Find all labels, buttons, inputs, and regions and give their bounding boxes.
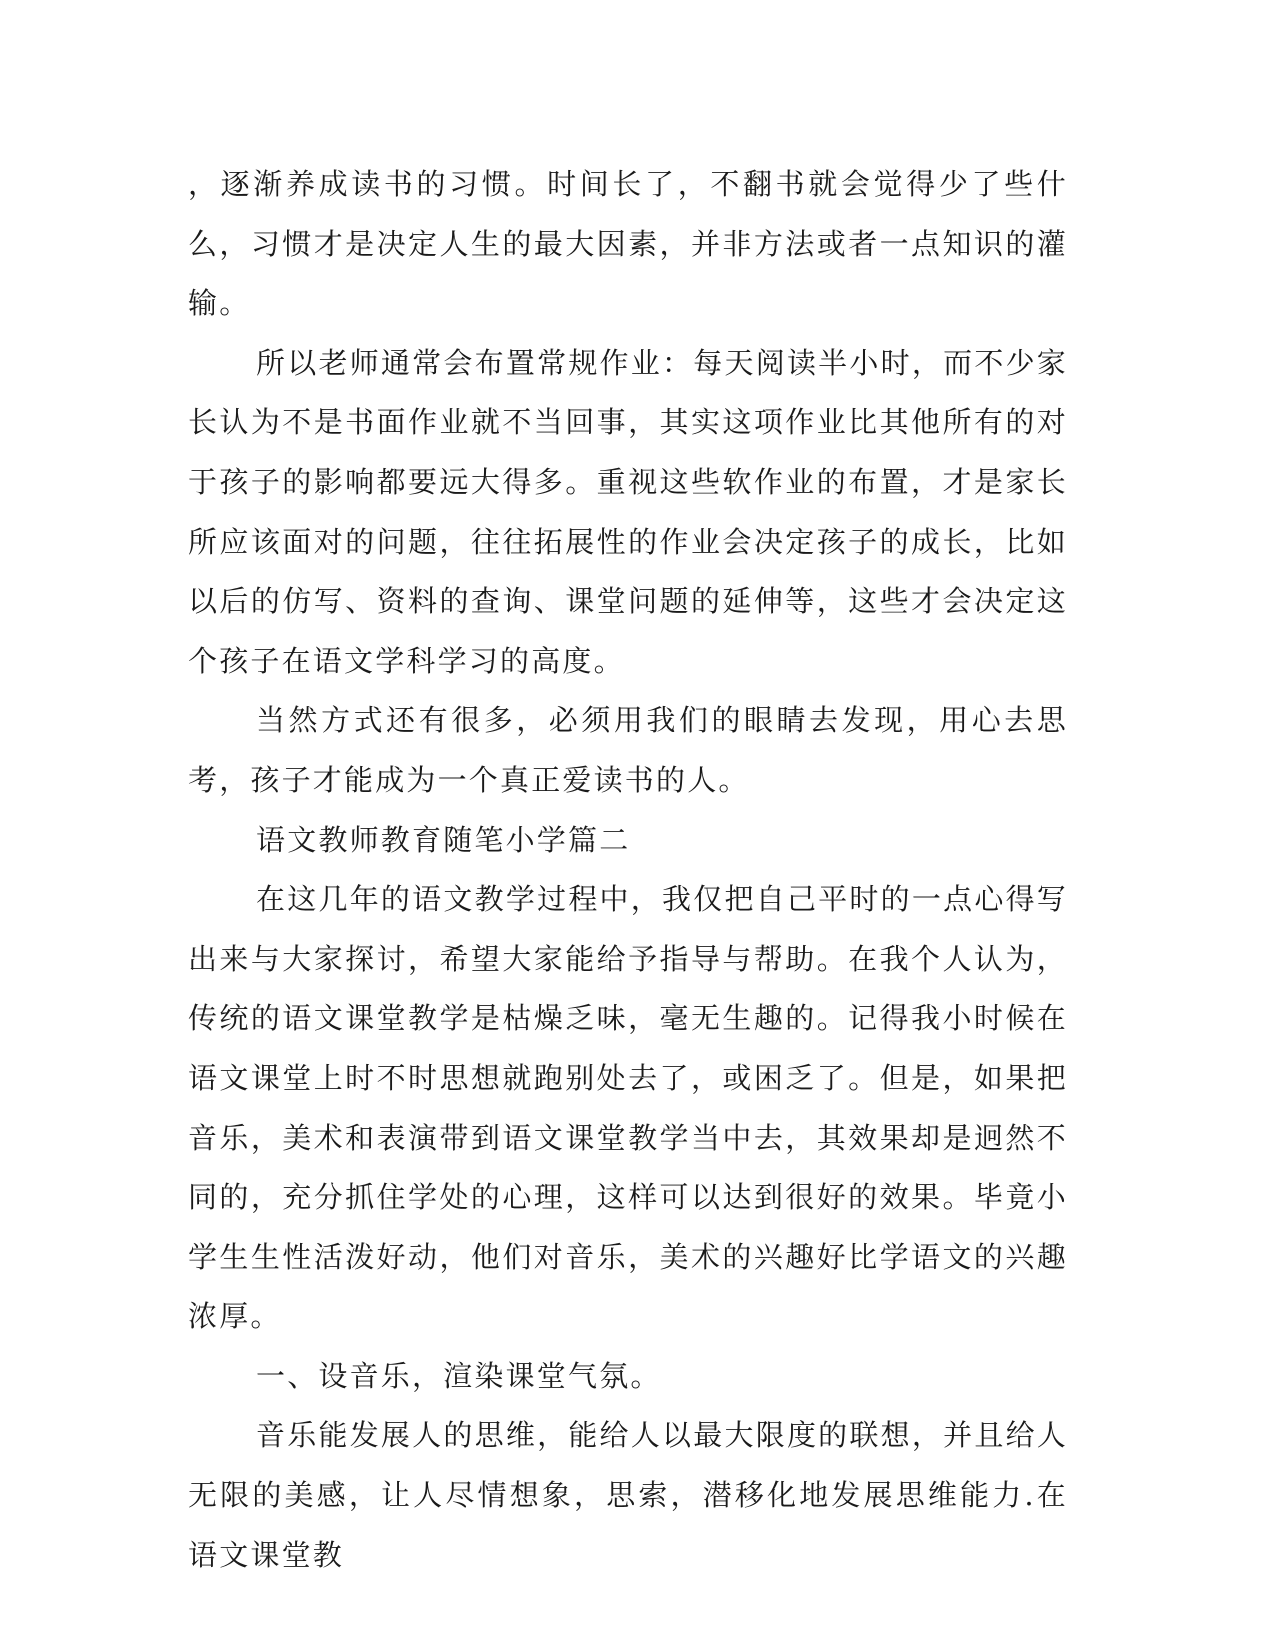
paragraph-methods: 当然方式还有很多，必须用我们的眼睛去发现，用心去思考，孩子才能成为一个真正爱读书的人。 (188, 703, 1068, 797)
section-heading: 语文教师教育随笔小学篇二 (256, 822, 631, 857)
paragraph-music: 音乐能发展人的思维，能给人以最大限度的联想，并且给人无限的美感，让人尽情想象，思索，潜移化地发展思维能力.在语文课堂教 (188, 1418, 1068, 1572)
paragraph-teaching-experience: 在这几年的语文教学过程中，我仅把自己平时的一点心得写出来与大家探讨，希望大家能给予指导与帮助。在我个人认为，传统的语文课堂教学是枯燥乏味，毫无生趣的。记得我小时候在语文课堂上时不时思想就跑别处去了，或困乏了。但是，如果把音乐，美术和表演带到语文课堂教学当中去，其效果却是迥然不同的，充分抓住学处的心理，这样可以达到很好的效果。毕竟小学生生性活泼好动，他们对音乐，美术的兴趣好比学语文的兴趣浓厚。 (188, 882, 1068, 1334)
subsection-heading-music: 一、设音乐，渲染课堂气氛。 (256, 1358, 662, 1393)
paragraph-reading-habit: ，逐渐养成读书的习惯。时间长了，不翻书就会觉得少了些什么，习惯才是决定人生的最大因素，并非方法或者一点知识的灌输。 (188, 167, 1068, 321)
paragraph-homework: 所以老师通常会布置常规作业：每天阅读半小时，而不少家长认为不是书面作业就不当回事，其实这项作业比其他所有的对于孩子的影响都要远大得多。重视这些软作业的布置，才是家长所应该面对的问题，往往拓展性的作业会决定孩子的成长，比如以后的仿写、资料的查询、课堂问题的延伸等，这些才会决定这个孩子在语文学科学习的高度。 (188, 345, 1068, 678)
document-body (188, 155, 1068, 1585)
